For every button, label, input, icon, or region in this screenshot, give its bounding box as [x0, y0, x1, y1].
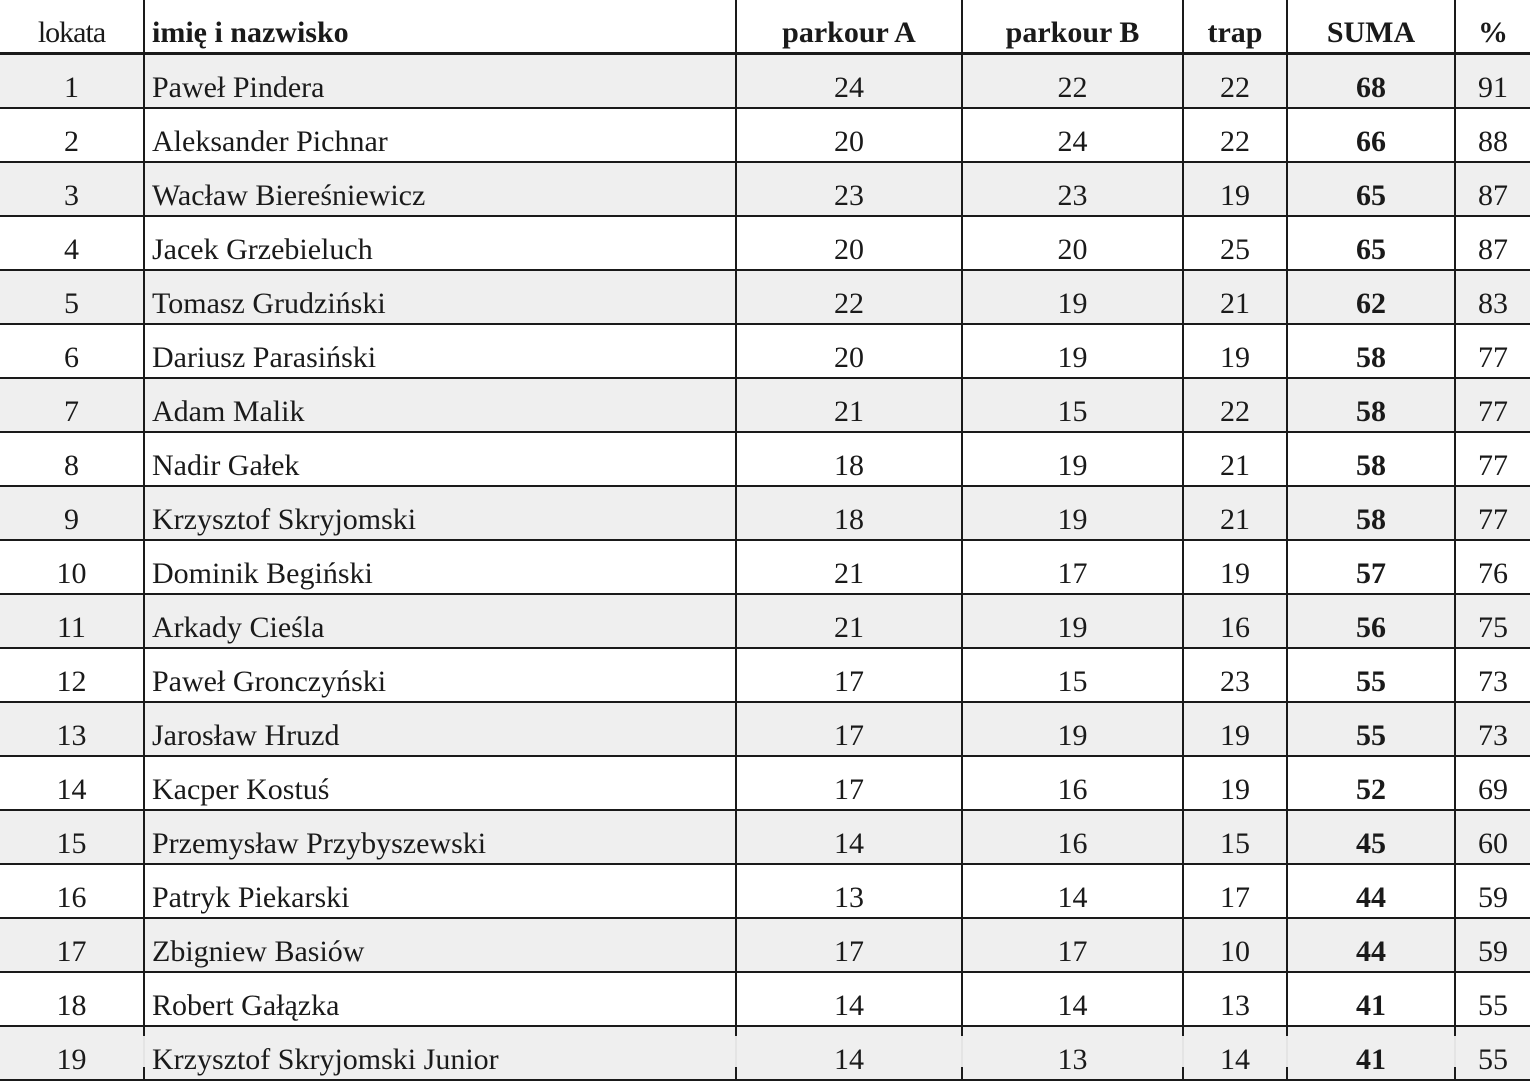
cell-parkour-b: 19	[962, 486, 1183, 540]
cell-trap: 22	[1183, 378, 1287, 432]
table-body	[0, 54, 1530, 1081]
column-header-parkour-b: parkour B	[962, 0, 1183, 54]
cell-percent: 87	[1455, 162, 1530, 216]
cell-trap: 19	[1183, 324, 1287, 378]
table-row	[0, 972, 1530, 1026]
cell-suma: 58	[1287, 486, 1455, 540]
cell-lokata: 2	[0, 108, 144, 162]
cell-parkour-a: 21	[736, 594, 962, 648]
cell-suma: 57	[1287, 540, 1455, 594]
table-row	[0, 270, 1530, 324]
table-row	[0, 648, 1530, 702]
cell-percent: 69	[1455, 756, 1530, 810]
table-row	[0, 756, 1530, 810]
cell-name: Aleksander Pichnar	[144, 108, 736, 162]
cell-parkour-b: 15	[962, 378, 1183, 432]
cell-name: Jacek Grzebieluch	[144, 216, 736, 270]
cell-trap: 21	[1183, 432, 1287, 486]
cell-name: Zbigniew Basiów	[144, 918, 736, 972]
cell-trap: 21	[1183, 270, 1287, 324]
cell-suma: 58	[1287, 432, 1455, 486]
cell-parkour-a: 23	[736, 162, 962, 216]
table-row	[0, 864, 1530, 918]
cell-name: Arkady Cieśla	[144, 594, 736, 648]
cell-trap: 13	[1183, 972, 1287, 1026]
cell-name: Adam Malik	[144, 378, 736, 432]
cell-trap: 10	[1183, 918, 1287, 972]
cell-parkour-b: 14	[962, 864, 1183, 918]
column-header-trap: trap	[1183, 0, 1287, 54]
cell-parkour-a: 21	[736, 378, 962, 432]
cell-trap: 25	[1183, 216, 1287, 270]
cell-suma: 58	[1287, 378, 1455, 432]
cell-name: Wacław Biereśniewicz	[144, 162, 736, 216]
cell-lokata: 17	[0, 918, 144, 972]
column-header-suma: SUMA	[1287, 0, 1455, 54]
cell-lokata: 16	[0, 864, 144, 918]
cell-name: Nadir Gałek	[144, 432, 736, 486]
cell-parkour-b: 19	[962, 324, 1183, 378]
cell-trap: 22	[1183, 108, 1287, 162]
cell-lokata: 6	[0, 324, 144, 378]
table-row	[0, 216, 1530, 270]
cell-parkour-b: 22	[962, 54, 1183, 109]
cell-suma: 58	[1287, 324, 1455, 378]
cell-parkour-a: 14	[736, 810, 962, 864]
cell-percent: 77	[1455, 378, 1530, 432]
cell-parkour-a: 18	[736, 432, 962, 486]
grid-line	[1454, 1036, 1456, 1067]
cell-parkour-a: 20	[736, 324, 962, 378]
grid-line	[735, 1036, 737, 1067]
cell-trap: 21	[1183, 486, 1287, 540]
column-header-lokata: lokata	[0, 0, 144, 54]
cell-parkour-b: 13	[962, 1026, 1183, 1080]
table-row	[0, 918, 1530, 972]
cell-parkour-b: 17	[962, 540, 1183, 594]
cell-percent: 83	[1455, 270, 1530, 324]
cell-name: Przemysław Przybyszewski	[144, 810, 736, 864]
cell-lokata: 11	[0, 594, 144, 648]
cell-trap: 17	[1183, 864, 1287, 918]
cell-percent: 60	[1455, 810, 1530, 864]
column-header-name: imię i nazwisko	[144, 0, 736, 54]
cell-lokata: 3	[0, 162, 144, 216]
cell-percent: 76	[1455, 540, 1530, 594]
cell-trap: 19	[1183, 162, 1287, 216]
cell-parkour-a: 20	[736, 108, 962, 162]
cell-name: Jarosław Hruzd	[144, 702, 736, 756]
cell-parkour-b: 19	[962, 594, 1183, 648]
cell-suma: 52	[1287, 756, 1455, 810]
grid-line	[1182, 1036, 1184, 1067]
cell-name: Robert Gałązka	[144, 972, 736, 1026]
cell-suma: 44	[1287, 918, 1455, 972]
cell-name: Tomasz Grudziński	[144, 270, 736, 324]
cell-parkour-b: 23	[962, 162, 1183, 216]
cell-lokata: 14	[0, 756, 144, 810]
cell-lokata: 12	[0, 648, 144, 702]
cell-trap: 19	[1183, 540, 1287, 594]
cell-parkour-b: 16	[962, 756, 1183, 810]
table-row	[0, 378, 1530, 432]
cell-lokata: 4	[0, 216, 144, 270]
table-header	[0, 0, 1530, 54]
cell-percent: 77	[1455, 432, 1530, 486]
table-row	[0, 324, 1530, 378]
table-row	[0, 486, 1530, 540]
cell-suma: 44	[1287, 864, 1455, 918]
cell-suma: 68	[1287, 54, 1455, 109]
cell-trap: 19	[1183, 702, 1287, 756]
cell-parkour-a: 17	[736, 918, 962, 972]
cell-parkour-b: 17	[962, 918, 1183, 972]
cell-parkour-b: 19	[962, 270, 1183, 324]
cell-lokata: 10	[0, 540, 144, 594]
cell-lokata: 9	[0, 486, 144, 540]
cell-percent: 59	[1455, 864, 1530, 918]
cell-percent: 87	[1455, 216, 1530, 270]
cell-lokata: 1	[0, 54, 144, 109]
table-row	[0, 108, 1530, 162]
cell-lokata: 7	[0, 378, 144, 432]
table-row	[0, 162, 1530, 216]
grid-line	[143, 1036, 145, 1067]
cell-percent: 91	[1455, 54, 1530, 109]
table-row	[0, 540, 1530, 594]
cell-lokata: 5	[0, 270, 144, 324]
cell-trap: 19	[1183, 756, 1287, 810]
cell-parkour-b: 16	[962, 810, 1183, 864]
cell-suma: 66	[1287, 108, 1455, 162]
cell-percent: 77	[1455, 324, 1530, 378]
cell-suma: 45	[1287, 810, 1455, 864]
cell-trap: 15	[1183, 810, 1287, 864]
cell-name: Krzysztof Skryjomski	[144, 486, 736, 540]
cell-lokata: 15	[0, 810, 144, 864]
cell-parkour-a: 18	[736, 486, 962, 540]
column-header-parkour-a: parkour A	[736, 0, 962, 54]
cell-percent: 77	[1455, 486, 1530, 540]
cell-parkour-a: 21	[736, 540, 962, 594]
cell-percent: 73	[1455, 702, 1530, 756]
cell-parkour-a: 14	[736, 972, 962, 1026]
table-row	[0, 702, 1530, 756]
cell-suma: 55	[1287, 702, 1455, 756]
cell-percent: 55	[1455, 972, 1530, 1026]
cell-parkour-a: 20	[736, 216, 962, 270]
cell-name: Paweł Gronczyński	[144, 648, 736, 702]
cell-parkour-b: 19	[962, 702, 1183, 756]
cell-lokata: 8	[0, 432, 144, 486]
cell-parkour-b: 20	[962, 216, 1183, 270]
cell-parkour-a: 17	[736, 648, 962, 702]
cell-lokata: 19	[0, 1026, 144, 1080]
cell-suma: 41	[1287, 1026, 1455, 1080]
table-row	[0, 432, 1530, 486]
table-row	[0, 1026, 1530, 1080]
cell-trap: 22	[1183, 54, 1287, 109]
cell-suma: 65	[1287, 216, 1455, 270]
table-row	[0, 810, 1530, 864]
cell-parkour-b: 19	[962, 432, 1183, 486]
cell-suma: 55	[1287, 648, 1455, 702]
grid-line	[961, 1036, 963, 1067]
cell-name: Krzysztof Skryjomski Junior	[144, 1026, 736, 1080]
cell-percent: 75	[1455, 594, 1530, 648]
cell-suma: 56	[1287, 594, 1455, 648]
cell-percent: 73	[1455, 648, 1530, 702]
cell-name: Patryk Piekarski	[144, 864, 736, 918]
cell-percent: 59	[1455, 918, 1530, 972]
cell-parkour-a: 24	[736, 54, 962, 109]
cell-name: Dariusz Parasiński	[144, 324, 736, 378]
cell-suma: 41	[1287, 972, 1455, 1026]
table-row	[0, 594, 1530, 648]
cell-parkour-b: 24	[962, 108, 1183, 162]
cell-parkour-a: 13	[736, 864, 962, 918]
cell-lokata: 18	[0, 972, 144, 1026]
cell-trap: 23	[1183, 648, 1287, 702]
cell-parkour-a: 22	[736, 270, 962, 324]
cell-parkour-a: 14	[736, 1026, 962, 1080]
cell-trap: 16	[1183, 594, 1287, 648]
cell-lokata: 13	[0, 702, 144, 756]
cell-parkour-a: 17	[736, 702, 962, 756]
cell-percent: 55	[1455, 1026, 1530, 1080]
cell-parkour-b: 14	[962, 972, 1183, 1026]
cell-percent: 88	[1455, 108, 1530, 162]
cell-name: Paweł Pindera	[144, 54, 736, 109]
cell-suma: 62	[1287, 270, 1455, 324]
cell-parkour-a: 17	[736, 756, 962, 810]
cell-name: Kacper Kostuś	[144, 756, 736, 810]
cell-name: Dominik Begiński	[144, 540, 736, 594]
cell-suma: 65	[1287, 162, 1455, 216]
header-row	[0, 0, 1530, 54]
grid-line	[1286, 1036, 1288, 1067]
column-header-percent: %	[1455, 0, 1530, 54]
cell-parkour-b: 15	[962, 648, 1183, 702]
table-row	[0, 54, 1530, 109]
cell-trap: 14	[1183, 1026, 1287, 1080]
